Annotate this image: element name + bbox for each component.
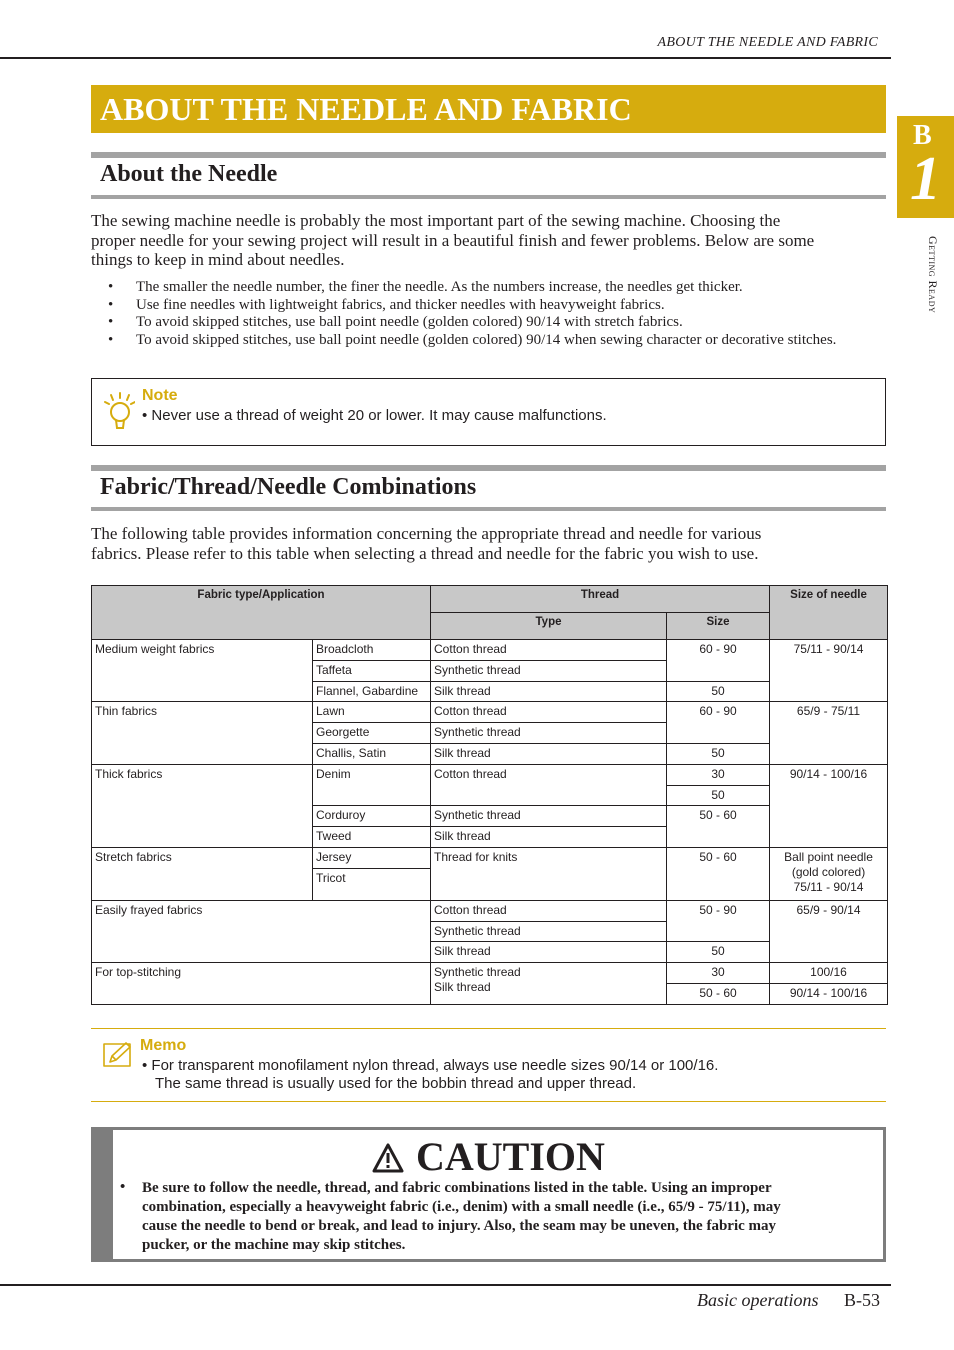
running-head: ABOUT THE NEEDLE AND FABRIC (657, 35, 878, 50)
pencil-icon (102, 1040, 134, 1068)
chapter-number: 1 (910, 145, 941, 213)
table-cell: Silk thread (431, 942, 667, 963)
needle-intro-line: The sewing machine needle is probably the most important part of the sewing machine. Choosing the (91, 211, 781, 230)
table-cell: Thread for knits (431, 847, 667, 900)
table-row (92, 963, 888, 984)
section-heading-needle: About the Needle (100, 161, 278, 187)
table-cell: 60 - 90 (667, 702, 770, 744)
caution-line: combination, especially a heavyweight fabric (i.e., denim) with a small needle (i.e., 65/9 - 75/11), may (142, 1199, 781, 1215)
warning-icon (372, 1143, 404, 1173)
table-cell: Synthetic thread (431, 660, 667, 681)
needle-intro (91, 211, 889, 270)
table-cell: 30 (667, 764, 770, 785)
table-cell: 50 - 90 (667, 900, 770, 942)
needle-note-line: Ball point needle (784, 849, 873, 864)
table-cell: 60 - 90 (667, 640, 770, 682)
top-rule (0, 57, 891, 59)
caution-line: Be sure to follow the needle, thread, and fabric combinations listed in the table. Using an improper (142, 1180, 772, 1196)
table-cell: Stretch fabrics (92, 847, 313, 900)
table-header-row (92, 586, 888, 613)
section-rule-bottom (91, 507, 886, 511)
combinations-intro (91, 524, 889, 563)
page-title: ABOUT THE NEEDLE AND FABRIC (100, 91, 632, 127)
needle-intro-line: things to keep in mind about needles. (91, 250, 345, 269)
table-row (92, 702, 888, 723)
header-fabric: Fabric type/Application (92, 586, 431, 640)
table-cell: Easily frayed fabrics (92, 900, 431, 962)
table-cell: Medium weight fabrics (92, 640, 313, 702)
list-item: • To avoid skipped stitches, use ball point needle (golden colored) 90/14 with stretch fabrics. (108, 314, 888, 332)
list-item: • Use fine needles with lightweight fabrics, and thicker needles with heavyweight fabrics. (108, 297, 888, 315)
caution-line: pucker, or the machine may skip stitches. (142, 1237, 406, 1253)
table-cell: Cotton thread (431, 640, 667, 661)
thread-line: Synthetic thread (434, 965, 521, 980)
memo-rule-top (91, 1028, 886, 1029)
table-cell: Synthetic thread (431, 921, 667, 942)
table-cell: Silk thread (431, 743, 667, 764)
needle-note-line: 75/11 - 90/14 (793, 879, 864, 894)
table-cell: Challis, Satin (313, 743, 431, 764)
caution-text (142, 1179, 872, 1255)
header-needle: Size of needle (770, 586, 888, 640)
memo-rule-bottom (91, 1101, 886, 1102)
table-cell: 50 - 60 (667, 983, 770, 1004)
header-size: Size (667, 613, 770, 640)
table-cell: Corduroy (313, 806, 431, 827)
table-cell (431, 963, 667, 1005)
table-cell: Flannel, Gabardine (313, 681, 431, 702)
footer-section: Basic operations (697, 1290, 819, 1310)
table-row (92, 900, 888, 921)
section-rule-bottom (91, 195, 886, 199)
memo-title: Memo (140, 1037, 187, 1054)
page-number: B-53 (844, 1290, 880, 1310)
table-cell: Cotton thread (431, 702, 667, 723)
table-cell: 50 (667, 785, 770, 806)
table-cell: Synthetic thread (431, 723, 667, 744)
table-cell: 100/16 (770, 963, 888, 984)
combinations-table (91, 585, 888, 1005)
section-rule-top (91, 465, 886, 471)
caution-line: cause the needle to bend or break, and lead to injury. Also, the seam may be uneven, the fabric may (142, 1218, 777, 1234)
memo-text: The same thread is usually used for the bobbin thread and upper thread. (155, 1075, 637, 1092)
table-cell: Tricot (313, 868, 431, 900)
table-cell: 50 - 60 (667, 847, 770, 900)
caution-bullet: • (120, 1179, 126, 1195)
table-cell: Jersey (313, 847, 431, 868)
table-cell: 50 (667, 942, 770, 963)
table-cell: 65/9 - 75/11 (770, 702, 888, 764)
table-cell: Silk thread (431, 681, 667, 702)
table-cell: Cotton thread (431, 764, 667, 806)
table-cell: 75/11 - 90/14 (770, 640, 888, 702)
table-cell: Georgette (313, 723, 431, 744)
table-row (92, 640, 888, 661)
table-cell: Thin fabrics (92, 702, 313, 764)
table-cell: 50 (667, 743, 770, 764)
bottom-rule (0, 1284, 891, 1286)
note-text: • Never use a thread of weight 20 or lower. It may cause malfunctions. (142, 407, 607, 424)
chapter-letter: B (913, 120, 932, 151)
table-cell: 30 (667, 963, 770, 984)
table-cell: Tweed (313, 827, 431, 848)
table-row (92, 847, 888, 868)
table-cell: 90/14 - 100/16 (770, 764, 888, 847)
header-thread: Thread (431, 586, 770, 613)
table-cell: Silk thread (431, 827, 667, 848)
table-cell: 65/9 - 90/14 (770, 900, 888, 962)
note-title: Note (142, 387, 178, 404)
section-rule-top (91, 152, 886, 158)
table-cell: Synthetic thread (431, 806, 667, 827)
needle-intro-line: proper needle for your sewing project will result in a beautiful finish and fewer problems. Below are some (91, 230, 815, 250)
table-cell (770, 847, 888, 900)
table-cell: 50 - 60 (667, 806, 770, 848)
memo-text: • For transparent monofilament nylon thread, always use needle sizes 90/14 or 100/16. (142, 1057, 719, 1074)
needle-note-line: (gold colored) (791, 864, 866, 879)
table-cell: Thick fabrics (92, 764, 313, 847)
table-cell: Lawn (313, 702, 431, 723)
list-item: • To avoid skipped stitches, use ball point needle (golden colored) 90/14 when sewing character or decorative stitches. (108, 332, 888, 350)
chapter-label: Getting Ready (926, 236, 940, 314)
lightbulb-icon (103, 392, 135, 434)
table-cell: Taffeta (313, 660, 431, 681)
table-cell: Cotton thread (431, 900, 667, 921)
table-cell: Denim (313, 764, 431, 806)
table-cell: Broadcloth (313, 640, 431, 661)
needle-tips-list (108, 279, 888, 349)
list-item: • The smaller the needle number, the finer the needle. As the numbers increase, the needles get thicker. (108, 279, 888, 297)
table-row (92, 764, 888, 785)
caution-title: CAUTION (416, 1134, 605, 1179)
table-cell: 90/14 - 100/16 (770, 983, 888, 1004)
chapter-tab (897, 116, 954, 218)
thread-line: Silk thread (434, 980, 491, 995)
combinations-intro-line: The following table provides information concerning the appropriate thread and needle for various (91, 524, 762, 543)
table-cell: 50 (667, 681, 770, 702)
combinations-intro-line: fabrics. Please refer to this table when selecting a thread and needle for the fabric you wish to use. (91, 543, 759, 563)
header-type: Type (431, 613, 667, 640)
table-cell: For top-stitching (92, 963, 431, 1005)
section-heading-combinations: Fabric/Thread/Needle Combinations (100, 474, 477, 500)
